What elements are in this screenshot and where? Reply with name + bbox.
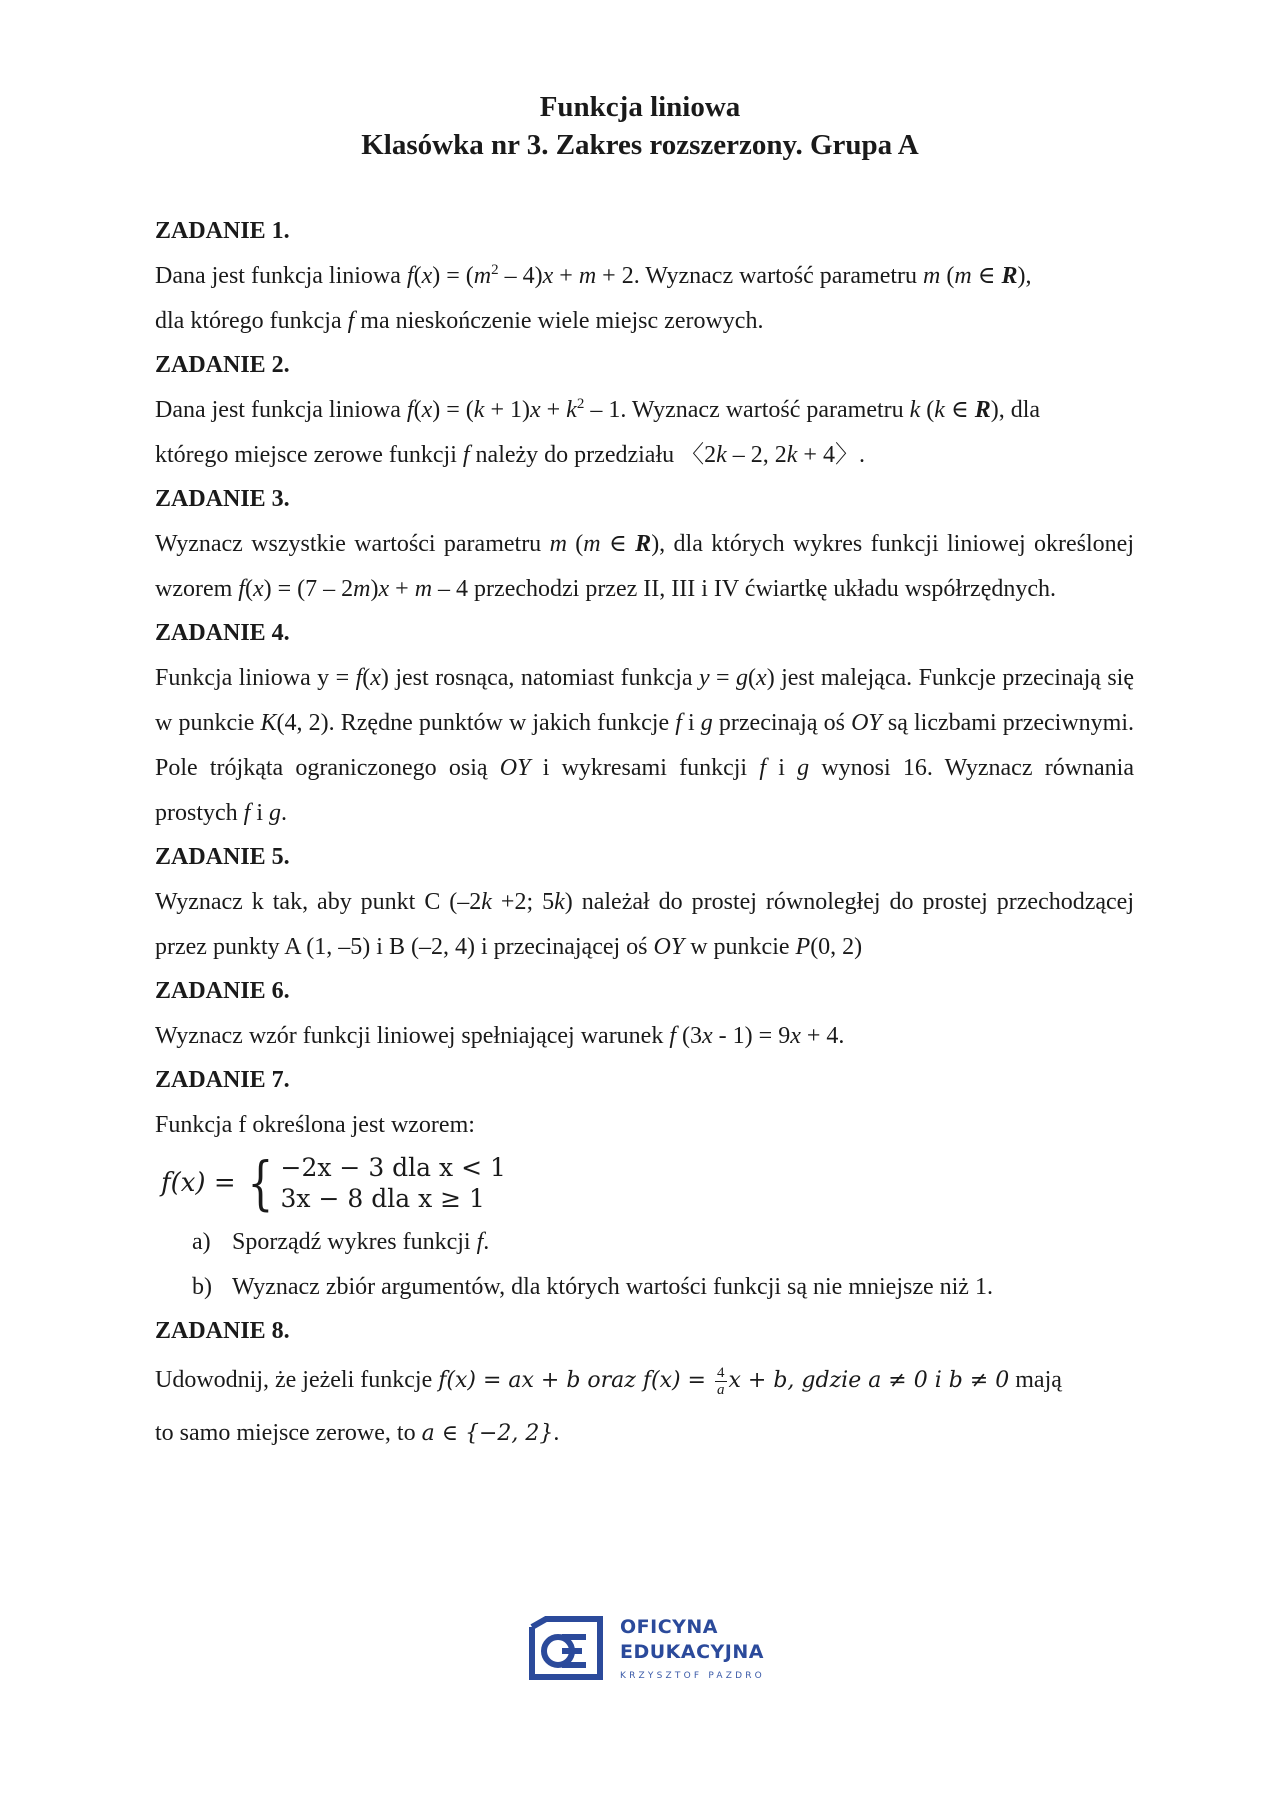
task-1 [155,216,1134,344]
task-8-text: Udowodnij, że jeżeli funkcje f(x) = ax + b oraz f(x) = $\frac{4}{a}$ x + b, gdzie a ≠ 0 i b ≠ 0 mają to samo miejsce zerowe, to a ∈ {−2, 2}. [155,1364,1062,1446]
publisher-logo [528,1615,778,1685]
task-3 [155,484,1134,612]
task-8-title: ZADANIE 8. [155,1318,290,1344]
task-2-title: ZADANIE 2. [155,352,290,378]
task-5 [155,842,1134,970]
task-6-text: Wyznacz wzór funkcji liniowej spełniającej warunek f (3x - 1) = 9x + 4. [155,1023,845,1049]
task-3-text: Wyznacz wszystkie wartości parametru m (m ∈ R), dla których wykres funkcji liniowej określonej wzorem f(x) = (7 – 2m)x + m – 4 przechodzi przez II, III i IV ćwiartkę układu współrzędnych. [155,531,1135,602]
subtask-b: b) Wyznacz zbiór argumentów, dla których wartości funkcji są nie mniejsze niż 1. [192,1274,993,1300]
formula-case-1: −2x − 3 dla x < 1 [280,1153,506,1182]
task-7-subtasks [155,1220,1134,1310]
publisher-logo-icon [528,1615,604,1681]
task-4-title: ZADANIE 4. [155,620,290,646]
formula-lhs: f(x) = [161,1168,236,1198]
left-brace: { [247,1149,273,1217]
task-5-title: ZADANIE 5. [155,844,290,870]
task-7-title: ZADANIE 7. [155,1067,290,1093]
task-1-text: Dana jest funkcja liniowa $f(x) = (m^2 - 4)x + m + 2$. Wyznacz wartość parametru m (m ∈ R), dla którego funkcja f ma nieskończenie wiele miejsc zerowych. [155,262,1032,334]
task-5-text: Wyznacz k tak, aby punkt C (–2k +2; 5k) należał do prostej równoległej do prostej przechodzącej przez punkty A (1, –5) i B (–2, 4) i przecinającej oś OY w punkcie P(0, 2) [155,889,1135,960]
subtask-a: a) Sporządź wykres funkcji f. [192,1229,490,1255]
piecewise-formula [161,1149,1134,1217]
page-subtitle: Klasówka nr 3. Zakres rozszerzony. Grupa A [361,129,919,161]
task-2-text: Dana jest funkcja liniowa $f(x) = (k + 1)x + k^2 - 1$. Wyznacz wartość parametru k (k ∈ R), dla którego miejsce zerowe funkcji f należy do przedziału 〈2k – 2, 2k + 4〉. [155,396,1041,468]
task-7-text: Funkcja f określona jest wzorem: [155,1112,475,1138]
task-6 [155,976,1134,1059]
fraction: $\frac{4}{a}$ [717,1364,725,1398]
task-7 [155,1065,1134,1310]
publisher-logo-text: OFICYNA EDUKACYJNA KRZYSZTOF PAZDRO [620,1616,765,1681]
task-8 [155,1316,1134,1460]
header [0,88,1280,164]
task-4-text: Funkcja liniowa y = f(x) jest rosnąca, natomiast funkcja y = g(x) jest malejąca. Funkcje przecinają się w punkcie K(4, 2). Rzędne punktów w jakich funkcje f i g przecinają oś OY są liczbami przeciwnymi. Pole trójkąta ograniczonego osią OY i wykresami funkcji f i g wynosi 16. Wyznacz równania prostych f i g. [155,665,1135,826]
task-2 [155,350,1134,478]
task-1-title: ZADANIE 1. [155,218,290,244]
task-4 [155,618,1134,836]
task-list [155,216,1134,1466]
page-title: Funkcja liniowa [539,91,741,123]
formula-cases [281,1152,506,1214]
task-3-title: ZADANIE 3. [155,486,290,512]
formula-case-2: 3x − 8 dla x ≥ 1 [280,1184,485,1213]
task-6-title: ZADANIE 6. [155,978,290,1004]
